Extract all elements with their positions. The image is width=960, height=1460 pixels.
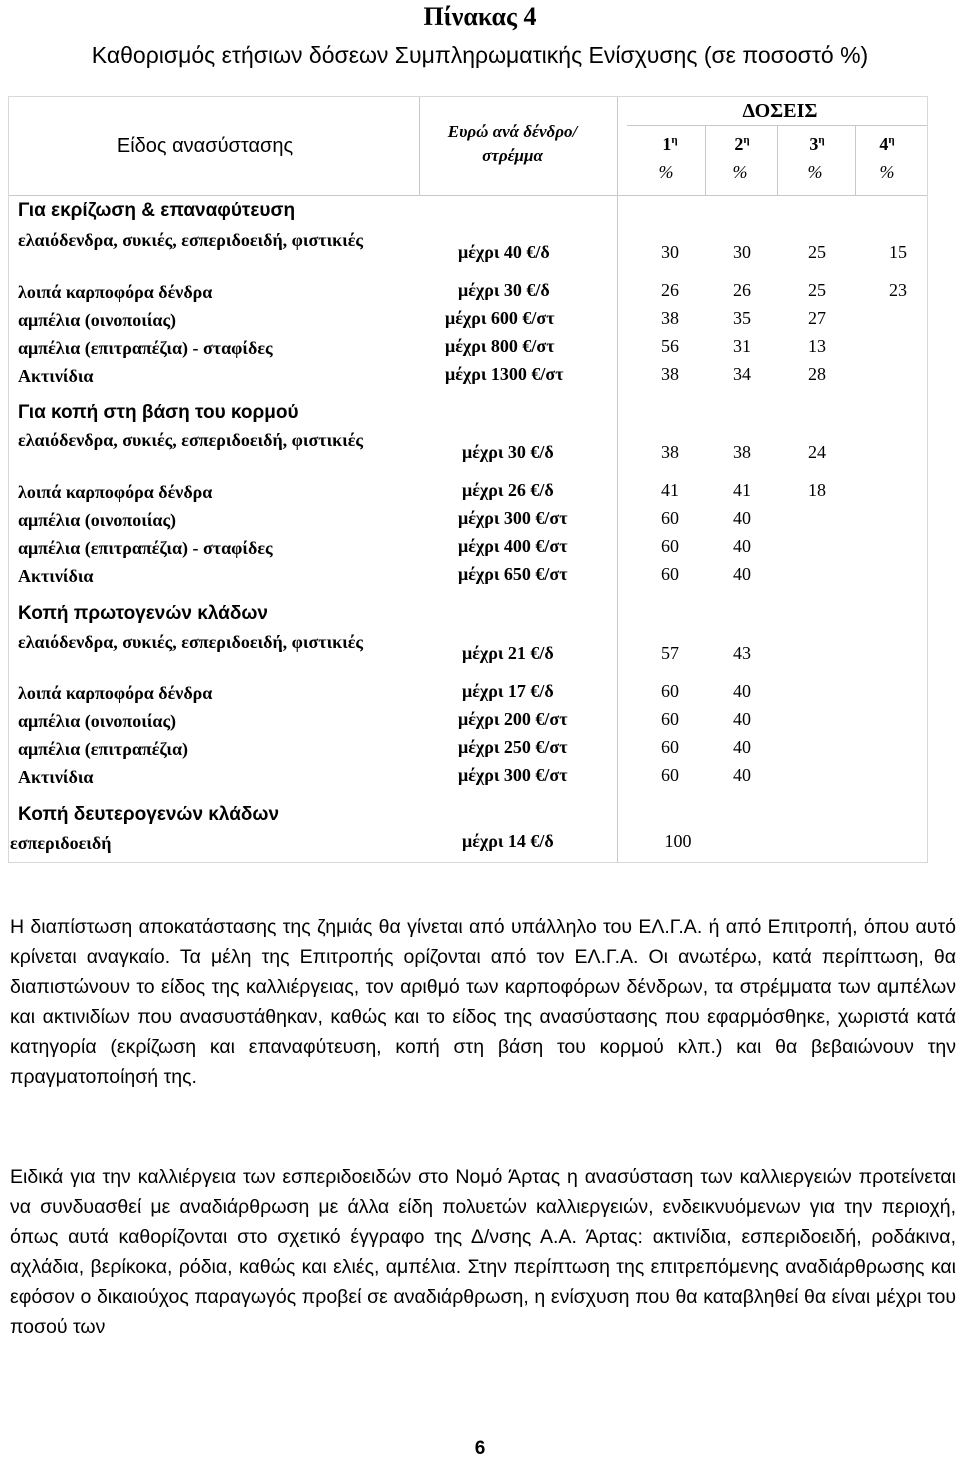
- column-divider: [855, 125, 856, 195]
- row-limit: μέχρι 14 €/δ: [462, 831, 554, 851]
- header-euro-label: Ευρώ ανά δένδρο/στρέμμα: [447, 122, 578, 165]
- row-value: 30: [661, 242, 679, 262]
- page-number: 6: [474, 1438, 486, 1459]
- row-value: 25: [808, 242, 826, 262]
- row-value: 41: [733, 480, 751, 500]
- row-value: 15: [889, 242, 907, 262]
- row-value: 41: [661, 480, 679, 500]
- row-value: 40: [733, 737, 751, 757]
- row-value: 18: [808, 480, 826, 500]
- document-subtitle: Καθορισμός ετήσιων δόσεων Συμπληρωματικής Ενίσχυσης (σε ποσοστό %): [91, 42, 869, 68]
- row-value: 60: [661, 765, 679, 785]
- section-title: Κοπή δευτερογενών κλάδων: [18, 804, 280, 825]
- row-value: 40: [733, 681, 751, 701]
- row-label: αμπέλια (επιτραπέζια) - σταφίδες: [18, 538, 273, 558]
- header-dose-2: $2^\eta$: [734, 134, 750, 154]
- body-paragraph: Ειδικά για την καλλιέργεια των εσπεριδοειδών στο Νομό Άρτας η ανασύσταση των καλλιεργειών προτείνεται να συνδυασθεί με αναδιάρθρωση με άλλα είδη πολυετών καλλιεργειών, ενδεικνυόμενων για την περιοχή, όπως αυτά καθορίζονται στο σχετικό έγγραφο της Δ/νσης Α.Α. Άρτας: ακτινίδια, εσπεριδοειδή, ροδάκινα, αχλάδια, βερίκοκα, ρόδια, καθώς και ελιές, αμπέλια. Στην περίπτωση της επιτρεπόμενης αναδιάρθρωσης και εφόσον ο δικαιούχος παραγωγός προβεί σε αναδιάρθρωση, η ενίσχυση που θα καταβληθεί θα είναι μέχρι του ποσού των: [10, 1166, 956, 1338]
- row-value: 40: [733, 536, 751, 556]
- row-label: εσπεριδοειδή: [10, 833, 112, 853]
- column-divider: [705, 125, 706, 195]
- row-value: 26: [733, 280, 751, 300]
- row-label: ελαιόδενδρα, συκιές, εσπεριδοειδή, φιστικιές: [18, 230, 364, 250]
- row-label: λοιπά καρποφόρα δένδρα: [18, 282, 213, 302]
- row-label: Ακτινίδια: [18, 566, 94, 586]
- row-value: 38: [661, 364, 679, 384]
- row-limit: μέχρι 21 €/δ: [462, 643, 554, 663]
- row-value: 13: [808, 336, 826, 356]
- row-value: 57: [661, 643, 679, 663]
- row-limit: μέχρι 26 €/δ: [462, 480, 554, 500]
- row-value: 100: [664, 831, 692, 851]
- row-value: 40: [733, 508, 751, 528]
- row-value: 34: [733, 364, 751, 384]
- row-label: αμπέλια (οινοποιίας): [18, 510, 177, 530]
- row-limit: μέχρι 30 €/δ: [462, 442, 554, 462]
- header-doses-label: ΔΟΣΕΙΣ: [742, 100, 818, 122]
- row-value: 56: [661, 336, 679, 356]
- header-dose-3: $3^\eta$: [809, 134, 825, 154]
- row-value: 24: [808, 442, 826, 462]
- row-label: ελαιόδενδρα, συκιές, εσπεριδοειδή, φιστικιές: [18, 632, 364, 652]
- row-value: 26: [661, 280, 679, 300]
- row-value: 60: [661, 737, 679, 757]
- row-value: 60: [661, 508, 679, 528]
- row-label: αμπέλια (οινοποιίας): [18, 310, 177, 330]
- row-value: 60: [661, 681, 679, 701]
- row-limit: μέχρι 200 €/στ: [458, 709, 568, 729]
- body-paragraph: Η διαπίστωση αποκατάστασης της ζημιάς θα γίνεται από υπάλληλο του ΕΛ.Γ.Α. ή από Επιτροπή, όπου αυτό κρίνεται αναγκαίο. Τα μέλη της Επιτροπής ορίζονται από τον ΕΛ.Γ.Α. Οι ανωτέρω, κατά περίπτωση, θα διαπιστώνουν το είδος της καλλιέργειας, τον αριθμό των καρποφόρων δένδρων, τα στρέμματα των αμπέλων και ακτινιδίων που ανασυστάθηκαν, καθώς και το είδος της ανασύστασης που εφαρμόσθηκε, χωριστά κατά κατηγορία (εκρίζωση και επαναφύτευση, κοπή στη βάση του κορμού κλπ.) και θα βεβαιώνουν την πραγματοποίησή της.: [10, 916, 956, 1088]
- row-value: 38: [661, 308, 679, 328]
- header-dose-1: $1^\eta$: [662, 134, 678, 154]
- row-value: 31: [733, 336, 751, 356]
- row-label: λοιπά καρποφόρα δένδρα: [18, 482, 213, 502]
- row-limit: μέχρι 300 €/στ: [458, 508, 568, 528]
- row-value: 60: [661, 536, 679, 556]
- header-percent: %: [879, 162, 895, 182]
- row-label: αμπέλια (οινοποιίας): [18, 711, 177, 731]
- row-value: 23: [889, 280, 907, 300]
- row-value: 60: [661, 709, 679, 729]
- row-label: αμπέλια (επιτραπέζια) - σταφίδες: [18, 338, 273, 358]
- row-value: 40: [733, 709, 751, 729]
- column-divider: [617, 97, 618, 862]
- header-percent: %: [807, 162, 823, 182]
- row-limit: μέχρι 800 €/στ: [445, 336, 555, 356]
- header-percent: %: [658, 162, 674, 182]
- row-value: 25: [808, 280, 826, 300]
- row-value: 43: [733, 643, 751, 663]
- row-value: 28: [808, 364, 826, 384]
- row-limit: μέχρι 30 €/δ: [458, 280, 550, 300]
- row-label: Ακτινίδια: [18, 767, 94, 787]
- column-divider: [419, 97, 420, 195]
- row-label: λοιπά καρποφόρα δένδρα: [18, 683, 213, 703]
- row-limit: μέχρι 250 €/στ: [458, 737, 568, 757]
- row-limit: μέχρι 1300 €/στ: [445, 364, 564, 384]
- row-value: 40: [733, 765, 751, 785]
- row-label: ελαιόδενδρα, συκιές, εσπεριδοειδή, φιστικιές: [18, 430, 364, 450]
- header-percent: %: [732, 162, 748, 182]
- row-value: 38: [733, 442, 751, 462]
- row-limit: μέχρι 300 €/στ: [458, 765, 568, 785]
- row-value: 30: [733, 242, 751, 262]
- section-title: Κοπή πρωτογενών κλάδων: [18, 603, 268, 624]
- header-dose-4: $4^\eta$: [879, 134, 895, 154]
- row-value: 27: [808, 308, 826, 328]
- header-type-label: Είδος ανασύστασης: [116, 135, 294, 157]
- row-value: 40: [733, 564, 751, 584]
- header-divider: [9, 195, 927, 196]
- section-title: Για κοπή στη βάση του κορμού: [18, 402, 299, 423]
- row-limit: μέχρι 400 €/στ: [458, 536, 568, 556]
- row-label: Ακτινίδια: [18, 366, 94, 386]
- row-limit: μέχρι 40 €/δ: [458, 242, 550, 262]
- column-divider: [777, 125, 778, 195]
- row-limit: μέχρι 17 €/δ: [462, 681, 554, 701]
- document-title: Πίνακας 4: [423, 2, 537, 31]
- row-value: 35: [733, 308, 751, 328]
- row-limit: μέχρι 650 €/στ: [458, 564, 568, 584]
- row-label: αμπέλια (επιτραπέζια): [18, 739, 189, 759]
- row-value: 38: [661, 442, 679, 462]
- row-value: 60: [661, 564, 679, 584]
- section-title: Για εκρίζωση & επαναφύτευση: [18, 200, 296, 221]
- row-limit: μέχρι 600 €/στ: [445, 308, 555, 328]
